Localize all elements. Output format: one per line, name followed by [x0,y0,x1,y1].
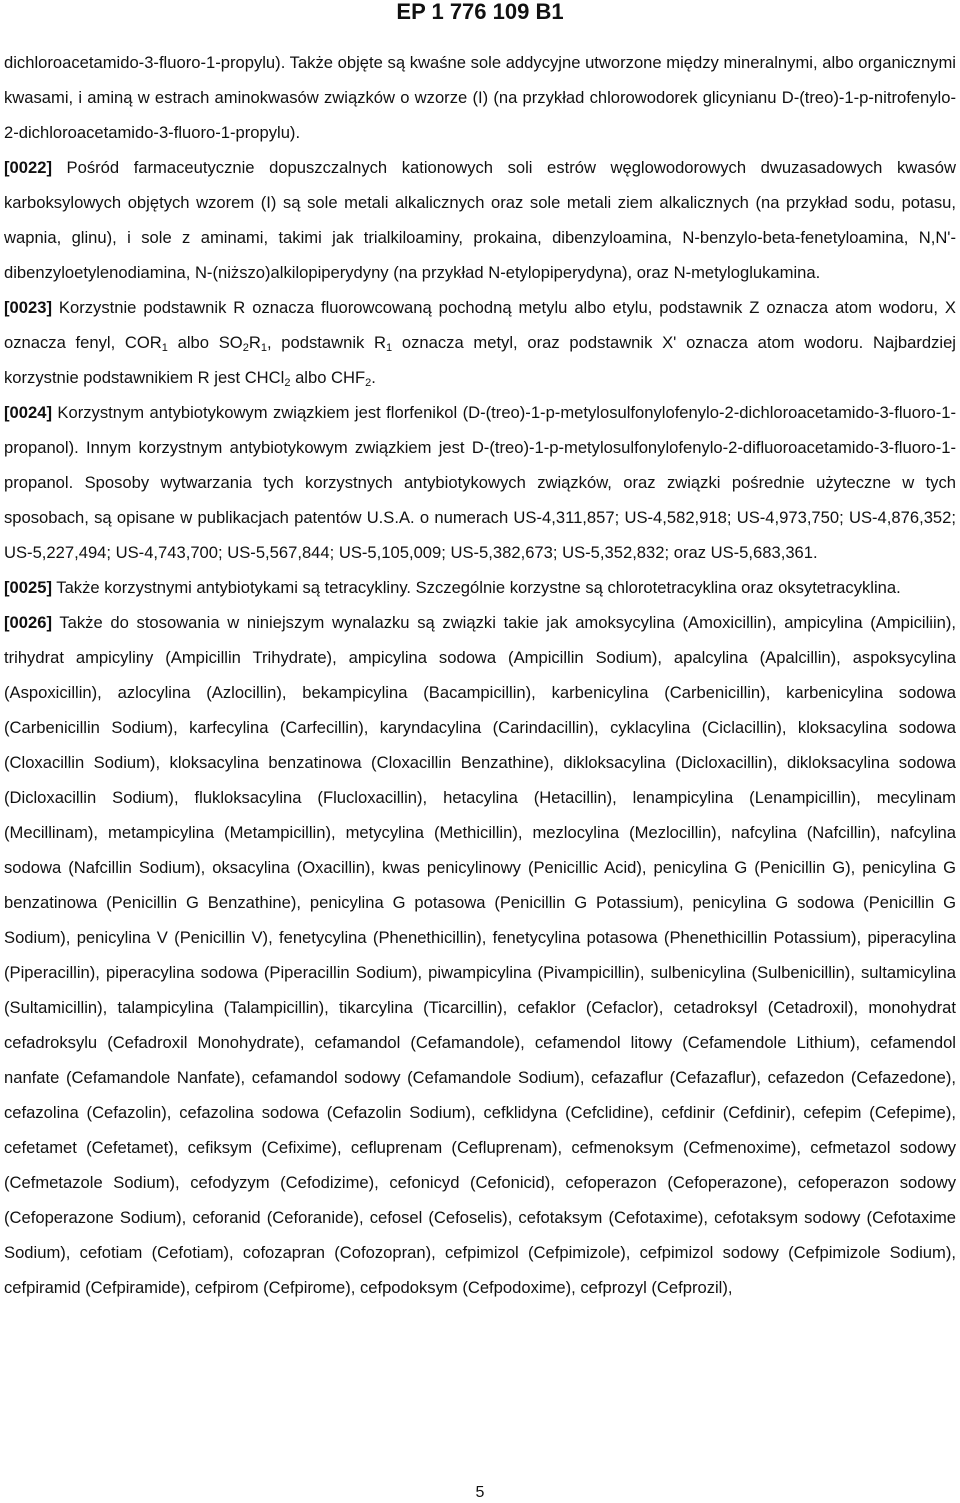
paragraph-text: Także do stosowania w niniejszym wynalazku są związki takie jak amoksycylina (Amoxicillin), ampicylina (Ampiciliin), trihydrat ampicyliny (Ampicillin Trihydrate), ampicylina sodowa (Ampicillin Sodium), apalcylina (Apalcillin), aspoksycylina (Aspoxicillin), azlocylina (Azlocillin), bekampicylina (Bacampicillin), karbenicylina (Carbenicillin), karbenicylina sodowa (Carbenicillin Sodium), karfecylina (Carfecillin), karyndacylina (Carindacillin), cyklacylina (Ciclacillin), kloksacylina sodowa (Cloxacillin Sodium), kloksacylina benzatinowa (Cloxacillin Benzathine), dikloksacylina (Dicloxacillin), dikloksacylina sodowa (Dicloxacillin Sodium), flukloksacylina (Flucloxacillin), hetacylina (Hetacillin), lenampicylina (Lenampicillin), mecylinam (Mecillinam), metampicylina (Metampicillin), metycylina (Methicillin), mezlocylina (Mezlocillin), nafcylina (Nafcillin), nafcylina sodowa (Nafcillin Sodium), oksacylina (Oxacillin), kwas penicylinowy (Penicillic Acid), penicylina G (Penicillin G), penicylina G benzatinowa (Penicillin G Benzathine), penicylina G potasowa (Penicillin G Potassium), penicylina G sodowa (Penicillin G Sodium), penicylina V (Penicillin V), fenetycylina (Phenethicillin), fenetycylina potasowa (Phenethicillin Potassium), piperacylina (Piperacillin), piperacylina sodowa (Piperacillin Sodium), piwampicylina (Pivampicillin), sulbenicylina (Sulbenicillin), sultamicylina (Sultamicillin), talampicylina (Talampicillin), tikarcylina (Ticarcillin), cefaklor (Cefaclor), cetadroksyl (Cetadroxil), monohydrat cefadroksylu (Cefadroxil Monohydrate), cefamandol (Cefamandole), cefamendol litowy (Cefamendole Lithium), cefamendol nanfate (Cefamandole Nanfate), cefamandol sodowy (Cefamandole Sodium), cefazaflur (Cefazaflur), cefazedon (Cefazedone), cefazolina (Cefazolin), cefazolina sodowa (Cefazolin Sodium), cefklidyna (Cefclidine), cefdinir (Cefdinir), cefepim (Cefepime), cefetamet (Cefetamet), cefiksym (Cefixime), cefluprenam (Cefluprenam), cefmenoksym (Cefmenoxime), cefmetazol sodowy (Cefmetazole Sodium), cefodyzym (Cefodizime), cefonicyd (Cefonicid), cefoperazon (Cefoperazone), cefoperazon sodowy (Cefoperazone Sodium), ceforanid (Ceforanide), cefosel (Cefoselis), cefotaksym (Cefotaxime), cefotaksym sodowy (Cefotaxime Sodium), cefotiam (Cefotiam), cofozapran (Cofozopran), cefpimizol (Cefpimizole), cefpimizol sodowy (Cefpimizole Sodium), cefpiramid (Cefpiramide), cefpirom (Cefpirome), cefpodoksym (Cefpodoxime), cefprozyl (Cefprozil), [4,613,957,1297]
paragraph-text: albo SO [167,333,243,352]
paragraph-number: [0026] [4,613,52,632]
paragraph-0025 [4,570,956,605]
subscript: 2 [242,342,249,354]
paragraph-0026 [4,605,956,1305]
paragraph-number: [0024] [4,403,52,422]
paragraph-text: , podstawnik R [266,333,387,352]
paragraph-0022 [4,150,956,290]
subscript: 1 [161,342,168,354]
paragraph-text: Także korzystnymi antybiotykami są tetracykliny. Szczególnie korzystne są chlorotetracyklina oraz oksytetracyklina. [56,578,901,597]
paragraph-text: albo CHF [290,368,366,387]
paragraph-number: [0025] [4,578,52,597]
paragraph-text: dichloroacetamido-3-fluoro-1-propylu). Także objęte są kwaśne sole addycyjne utworzone między mineralnymi, albo organicznymi kwasami, i aminą w estrach aminokwasów związków o wzorze (I) (na przykład chlorowodorek glicynianu D-(treo)-1-p-nitrofenylo-2-dichloroacetamido-3-fluoro-1-propylu). [4,53,956,142]
paragraph-text: Pośród farmaceutycznie dopuszczalnych kationowych soli estrów węglowodorowych dwuzasadowych kwasów karboksylowych objętych wzorem (I) są sole metali alkalicznych oraz sole metali ziem alkalicznych (na przykład sodu, potasu, wapnia, glinu), i sole z aminami, takimi jak trialkiloaminy, prokaina, dibenzyloamina, N-benzylo-beta-fenetyloamina, N,N'-dibenzyloetylenodiamina, N-(niższo)alkilopiperydyny (na przykład N-etylopiperydyna), oraz N-metyloglukamina. [4,158,956,282]
paragraph-continuation [4,45,956,150]
paragraph-number: [0022] [4,158,52,177]
document-body [4,45,956,1305]
paragraph-0024 [4,395,956,570]
patent-header: EP 1 776 109 B1 [396,0,564,24]
paragraph-0023 [4,290,956,395]
subscript: 2 [284,377,291,389]
paragraph-text: oznacza metyl, oraz podstawnik X' oznacza atom wodoru. Najbardziej korzystnie podstawnikiem R jest CHCl [4,333,956,387]
paragraph-text: Korzystnym antybiotykowym związkiem jest florfenikol (D-(treo)-1-p-metylosulfonylofenylo-2-dichloroacetamido-3-fluoro-1-propanol). Innym korzystnym antybiotykowym związkiem jest D-(treo)-1-p-metylosulfonylofenylo-2-difluoroacetamido-3-fluoro-1-propanol. Sposoby wytwarzania tych korzystnych antybiotykowych związków, oraz związki pośrednie użyteczne w tych sposobach, są opisane w publikacjach patentów U.S.A. o numerach US-4,311,857; US-4,582,918; US-4,973,750; US-4,876,352; US-5,227,494; US-4,743,700; US-5,567,844; US-5,105,009; US-5,382,673; US-5,352,832; oraz US-5,683,361. [4,403,956,562]
paragraph-text: Korzystnie podstawnik R oznacza fluorowcowaną pochodną metylu albo etylu, podstawnik Z oznacza atom wodoru, X oznacza fenyl, COR [4,298,956,352]
paragraph-text: R [248,333,261,352]
paragraph-number: [0023] [4,298,52,317]
subscript: 2 [365,377,372,389]
subscript: 1 [260,342,267,354]
subscript: 1 [386,342,393,354]
page-number: 5 [475,1484,485,1501]
paragraph-text: . [371,368,376,387]
